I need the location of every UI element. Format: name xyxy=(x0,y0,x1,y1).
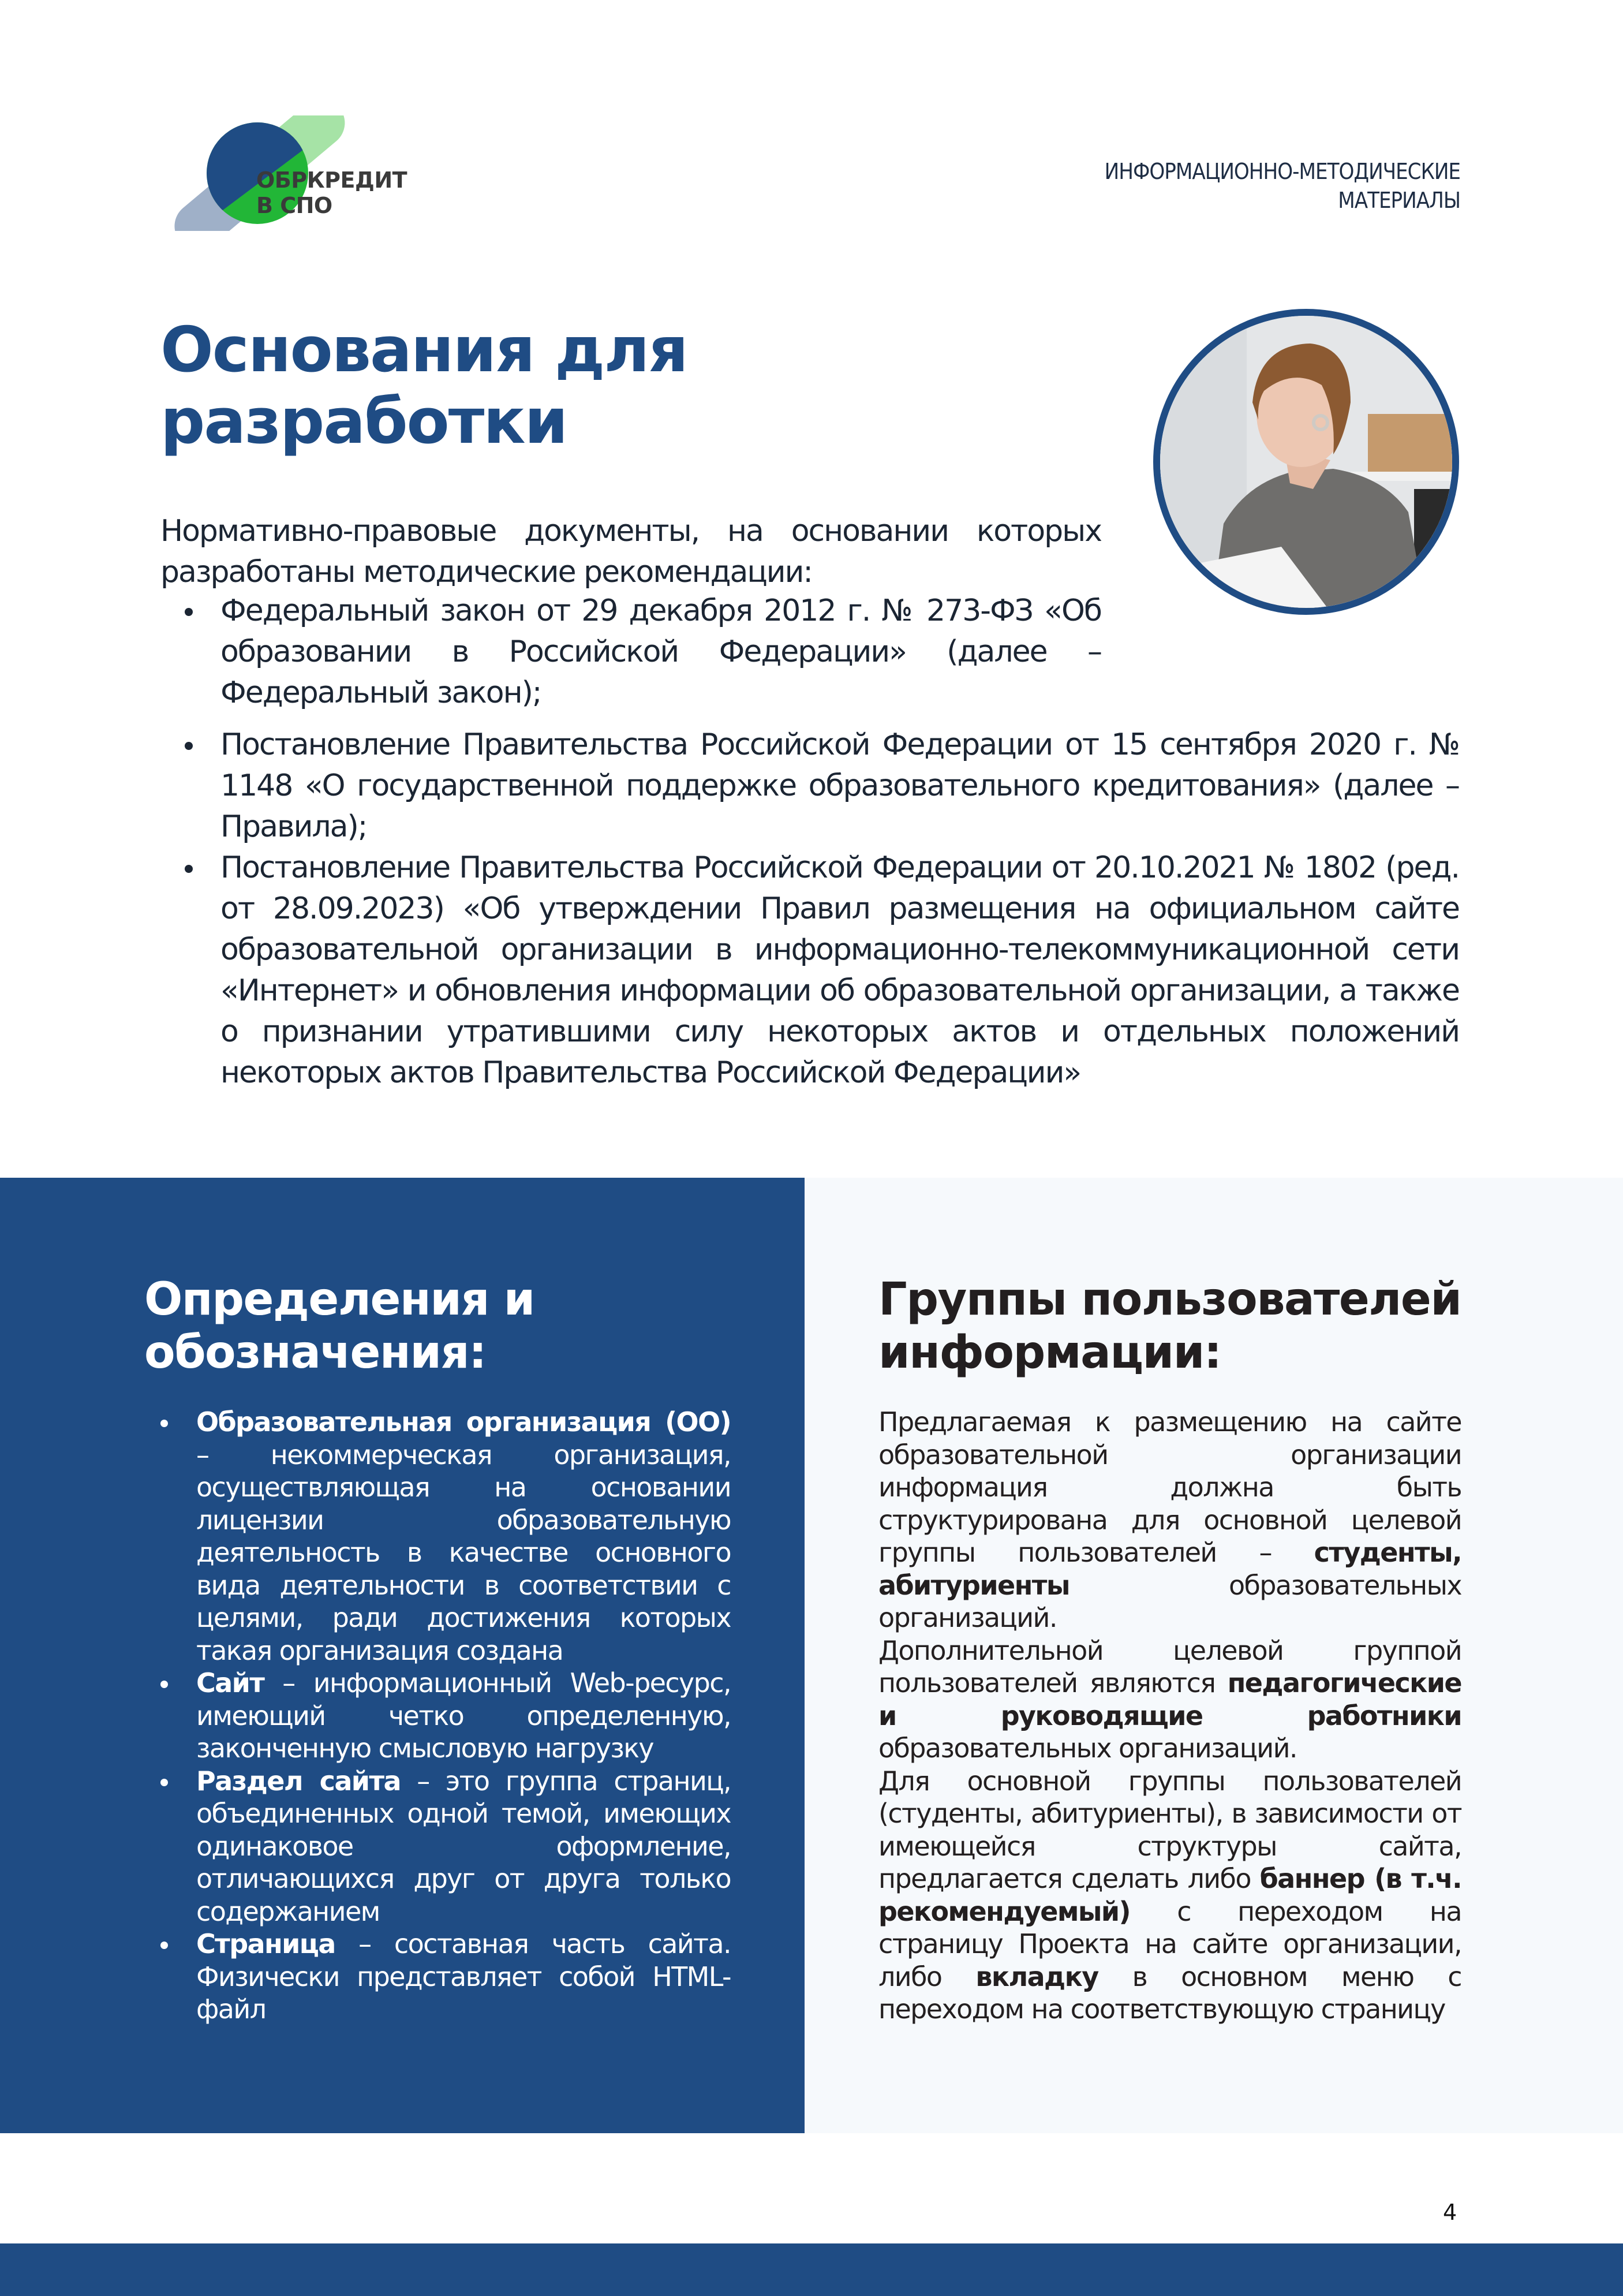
logo-text xyxy=(256,167,407,218)
definition-term: Раздел сайта xyxy=(196,1765,401,1797)
woman-reading-photo xyxy=(1153,309,1459,615)
bold-span: баннер (в т.ч. рекомендуемый) xyxy=(878,1863,1461,1927)
definition-text: – некоммерческая организация, осуществляющая на основании лицензии образовательную деятельность в качестве основного вида деятельности в соответствии с целями, ради достижения которых такая организация создана xyxy=(196,1439,731,1666)
logo-text-line-2: В СПО xyxy=(256,193,332,218)
text-span: в основном меню с переходом на соответствующую страницу xyxy=(878,1961,1462,2025)
documents-list xyxy=(160,725,1459,1093)
text-span: Предлагаемая к размещению на сайте образовательной организации информация должна быть структурирована для основной целевой группы пользователей – xyxy=(878,1406,1461,1568)
definition-term: Сайт xyxy=(196,1667,264,1698)
page-title-line-2: разработки xyxy=(160,386,567,458)
user-groups-text xyxy=(878,1406,1461,2026)
definition-item xyxy=(144,1406,731,1667)
text-span: образовательных организаций. xyxy=(878,1569,1461,1633)
text-span: Дополнительной целевой группой пользователей являются xyxy=(878,1634,1461,1698)
text-span: Для основной группы пользователей (студенты, абитуриенты), в зависимости от имеющейся структуры сайта, предлагается сделать либо xyxy=(878,1765,1461,1894)
definitions-panel xyxy=(0,1178,805,2133)
bold-span: вкладку xyxy=(975,1961,1098,1992)
definition-item xyxy=(144,1667,731,1765)
definitions-list xyxy=(144,1406,731,2026)
footer-bar xyxy=(0,2243,1623,2296)
document-item: Постановление Правительства Российской Федерации от 20.10.2021 № 1802 (ред. от 28.09.2023) «Об утверждении Правил размещения на официальном сайте образовательной организации в информационно-телекоммуникационной сети «Интернет» и обновления информации об образовательной организации, а также о признании утратившими силу некоторых актов и отдельных положений некоторых актов Правительства Российской Федерации» xyxy=(160,848,1459,1093)
documents-list-first xyxy=(160,591,1101,714)
definition-text: – это группа страниц, объединенных одной темой, имеющих одинаковое оформление, отличающихся друг от друга только содержанием xyxy=(196,1765,731,1927)
definition-text: – информационный Web-ресурс, имеющий четко определенную, законченную смысловую нагрузку xyxy=(196,1667,731,1764)
page-title xyxy=(160,315,911,458)
user-groups-paragraph-additional xyxy=(878,1634,1461,1765)
header-label-line-1: ИНФОРМАЦИОННО-МЕТОДИЧЕСКИЕ xyxy=(1104,159,1460,184)
definitions-title-line-2: обозначения: xyxy=(144,1327,486,1379)
definitions-title xyxy=(144,1273,750,1379)
brand-logo xyxy=(160,115,414,231)
definition-term: Образовательная организация (ОО) xyxy=(196,1406,731,1438)
definitions-title-line-1: Определения и xyxy=(144,1274,534,1326)
page-title-line-1: Основания для xyxy=(160,314,687,386)
document-item: Федеральный закон от 29 декабря 2012 г. № 273-ФЗ «Об образовании в Российской Федерации» (далее – Федеральный закон); xyxy=(160,591,1101,714)
bold-span: педагогические и руководящие работники xyxy=(878,1667,1461,1731)
user-groups-title xyxy=(878,1273,1542,1379)
user-groups-panel xyxy=(805,1178,1623,2133)
logo-text-line-1: ОБРКРЕДИТ xyxy=(256,167,407,193)
user-groups-title-line-1: Группы пользователей xyxy=(878,1274,1461,1326)
header-label-line-2: МАТЕРИАЛЫ xyxy=(1338,188,1460,213)
intro-text: Нормативно-правовые документы, на основании которых разработаны методические рекомендации: xyxy=(160,514,1101,589)
text-span: с переходом на страницу Проекта на сайте организации, либо xyxy=(878,1895,1461,1992)
definition-item xyxy=(144,1765,731,1928)
page-number: 4 xyxy=(1443,2200,1457,2225)
document-item: Постановление Правительства Российской Федерации от 15 сентября 2020 г. № 1148 «О государственной поддержке образовательного кредитования» (далее – Правила); xyxy=(160,725,1459,848)
definition-term: Страница xyxy=(196,1928,335,1959)
bold-span: студенты, абитуриенты xyxy=(878,1537,1461,1601)
text-span: образовательных организаций. xyxy=(878,1733,1297,1764)
definition-item xyxy=(144,1928,731,2026)
definition-text: – составная часть сайта. Физически представляет собой HTML-файл xyxy=(196,1928,731,2025)
user-groups-paragraph-main xyxy=(878,1406,1461,1634)
user-groups-paragraph-recommendation xyxy=(878,1765,1461,2026)
header-label xyxy=(1105,157,1460,215)
user-groups-title-line-2: информации: xyxy=(878,1327,1221,1379)
photo-illustration-icon xyxy=(1160,316,1452,608)
